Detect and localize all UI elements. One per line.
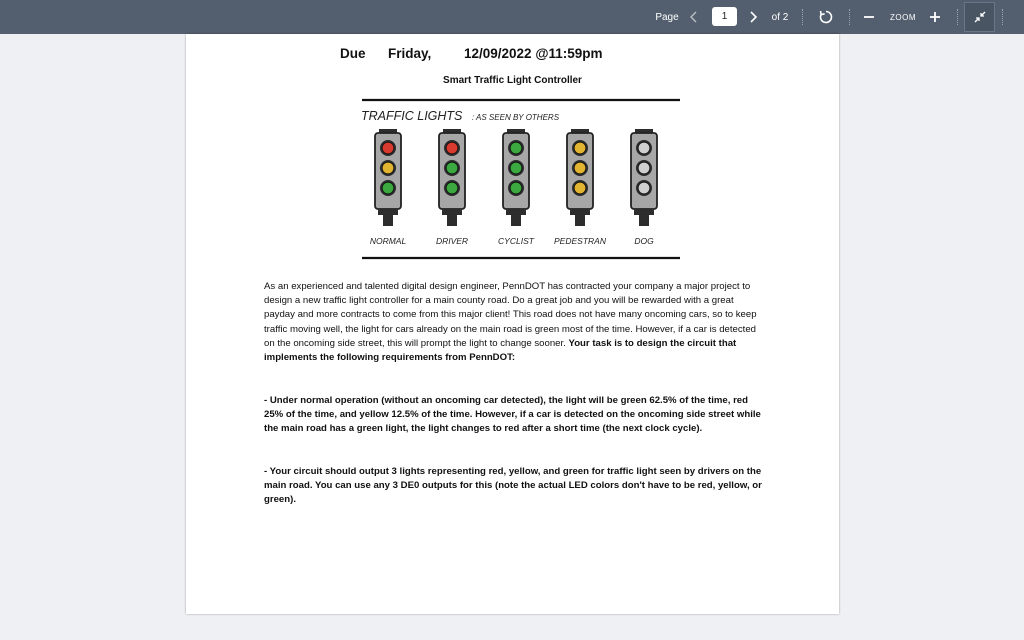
zoom-in-button[interactable] xyxy=(926,0,944,34)
traffic-light xyxy=(375,129,401,226)
intro-paragraph xyxy=(264,280,764,365)
pdf-toolbar xyxy=(0,0,1024,34)
cartoon-label: PEDESTRAN xyxy=(554,236,606,246)
page-label: Page xyxy=(655,11,679,23)
exit-fullscreen-icon xyxy=(974,11,986,23)
exit-fullscreen-button[interactable] xyxy=(964,2,995,32)
traffic-light xyxy=(503,129,529,226)
minus-icon xyxy=(863,11,875,23)
page-number-input[interactable]: 1 xyxy=(712,7,737,26)
zoom-out-button[interactable] xyxy=(860,0,878,34)
traffic-light xyxy=(439,129,465,226)
document-page xyxy=(186,34,839,614)
cartoon-label: NORMAL xyxy=(369,236,407,246)
requirement-outputs: - Your circuit should output 3 lights representing red, yellow, and green for traffic light seen by drivers on the main road. You can use any 3 DE0 outputs for this (note the actual LED colors don't have to be red, yellow, or green). xyxy=(264,466,762,506)
page-count-label: of 2 xyxy=(771,11,789,23)
cartoon-label: DOG xyxy=(634,236,654,246)
chevron-left-icon xyxy=(689,10,699,24)
toolbar-divider xyxy=(1002,9,1003,25)
plus-icon xyxy=(929,11,941,23)
toolbar-divider xyxy=(802,9,803,25)
due-date: 12/09/2022 @11:59pm xyxy=(464,46,603,61)
cartoon-title: TRAFFIC LIGHTS : AS SEEN BY OTHERS xyxy=(361,109,560,123)
toolbar-divider xyxy=(849,9,850,25)
chevron-right-icon xyxy=(748,10,758,24)
requirement-normal-operation: - Under normal operation (without an oncoming car detected), the light will be green 62.5% of the time, red 25% of the time, and yellow 12.5% of the time. However, if a car is detected on the oncoming side street while the main road has a green light, the light changes to red after a short time (the next clock cycle). xyxy=(264,395,761,435)
intro-task-text: Your task is to design the circuit that implements the following requirements from PennDOT: xyxy=(264,337,737,364)
due-label: Due xyxy=(340,46,366,61)
cartoon-label: CYCLIST xyxy=(498,236,534,246)
cartoon-label: DRIVER xyxy=(435,236,469,246)
next-page-button[interactable] xyxy=(743,0,763,34)
zoom-label: ZOOM xyxy=(890,12,916,22)
intro-text: As an experienced and talented digital design engineer, PennDOT has contracted your company a major project to design a new traffic light controller for a main county road. Do a great job and you will be rewarded with a great payday and more contracts to come from this major client! This road does not have many oncoming cars, so to keep traffic moving well, the light for cars already on the main road is green most of the time. However, if a car is detected on the oncoming side street, this will prompt the light to change sooner. xyxy=(264,281,757,349)
toolbar-divider xyxy=(957,9,958,25)
traffic-light xyxy=(631,129,657,226)
cartoon-labels xyxy=(370,236,654,246)
traffic-light xyxy=(567,129,593,226)
document-subtitle: Smart Traffic Light Controller xyxy=(443,75,582,86)
previous-page-button[interactable] xyxy=(684,0,704,34)
rotate-button[interactable] xyxy=(814,0,838,34)
traffic-lights-cartoon xyxy=(358,98,682,261)
due-day: Friday, xyxy=(388,46,432,61)
rotate-icon xyxy=(818,9,834,25)
traffic-lights-group xyxy=(375,129,657,226)
